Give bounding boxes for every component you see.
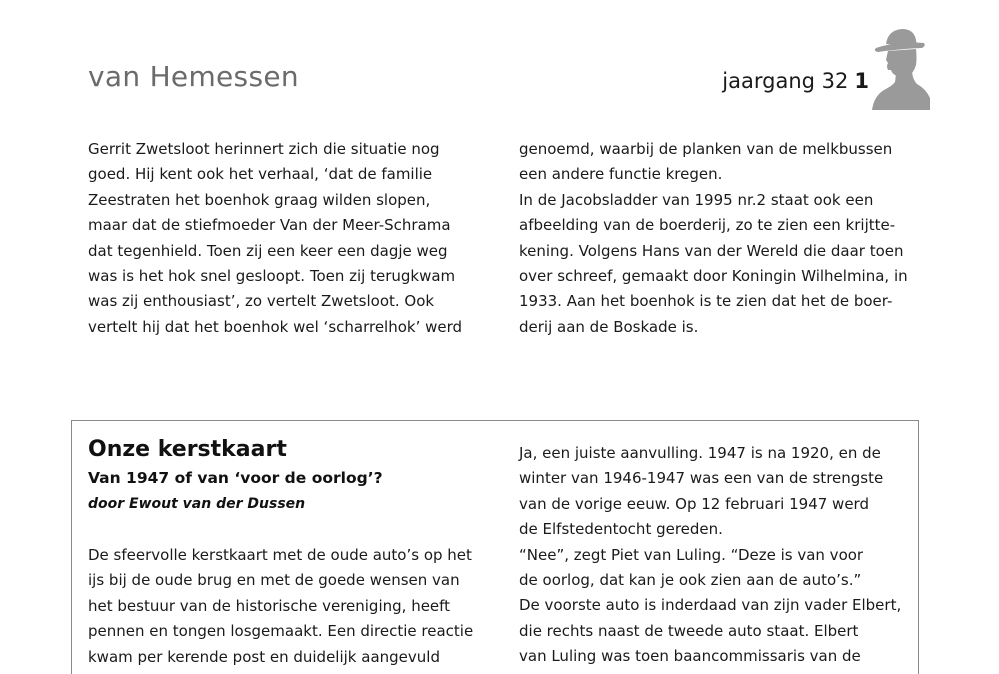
text-line: over schreef, gemaakt door Koningin Wilhelmina, in	[519, 267, 908, 286]
article-right-column	[519, 441, 901, 670]
article-left-column	[88, 543, 473, 670]
article-subtitle: Van 1947 of van ‘voor de oorlog’?	[88, 469, 383, 487]
text-line: vertelt hij dat het boenhok wel ‘scharrelhok’ werd	[88, 317, 463, 336]
text-line: Ja, een juiste aanvulling. 1947 is na 1920, en de	[519, 444, 881, 462]
text-line: goed. Hij kent ook het verhaal, ‘dat de familie	[88, 165, 433, 184]
text-line: kwam per kerende post en duidelijk aangevuld	[88, 647, 440, 666]
text-line: het bestuur van de historische vereniging, heeft	[88, 596, 451, 615]
text-line: Gerrit Zwetsloot herinnert zich die situatie nog	[88, 140, 440, 158]
page-number: 1	[854, 69, 869, 93]
text-line: de Elfstedentocht gereden.	[519, 520, 723, 539]
text-line: de oorlog, dat kan je ook zien aan de auto’s.”	[519, 571, 862, 590]
man-with-hat-silhouette-icon	[866, 24, 930, 110]
text-line: 1933. Aan het boenhok is te zien dat het de boer-	[519, 292, 893, 311]
text-line: dat tegenhield. Toen zij een keer een dagje weg	[88, 241, 448, 260]
text-line: die rechts naast de tweede auto staat. Elbert	[519, 621, 859, 640]
text-line: kening. Volgens Hans van der Wereld die daar toen	[519, 241, 904, 260]
text-line: “Nee”, zegt Piet van Luling. “Deze is van voor	[519, 545, 864, 564]
text-line: pennen en tongen losgemaakt. Een directie reactie	[88, 622, 474, 641]
text-line: Zeestraten het boenhok graag wilden slopen,	[88, 190, 431, 209]
text-line: De voorste auto is inderdaad van zijn vader Elbert,	[519, 596, 902, 615]
text-line: een andere functie kregen.	[519, 165, 723, 184]
text-line: ijs bij de oude brug en met de goede wensen van	[88, 571, 460, 590]
volume-text: jaargang 32	[722, 69, 849, 93]
text-line: van Luling was toen baancommissaris van de	[519, 647, 861, 666]
article-author: door Ewout van der Dussen	[88, 496, 306, 512]
text-line: maar dat de stiefmoeder Van der Meer-Schrama	[88, 216, 451, 235]
text-line: De sfeervolle kerstkaart met de oude auto’s op het	[88, 546, 472, 564]
page-title: van Hemessen	[88, 60, 299, 93]
text-line: was zij enthousiast’, zo vertelt Zwetsloot. Ook	[88, 292, 435, 311]
text-line: In de Jacobsladder van 1995 nr.2 staat ook een	[519, 190, 874, 209]
top-left-column	[88, 137, 462, 340]
top-right-column	[519, 137, 908, 340]
article-title: Onze kerstkaart	[88, 437, 287, 462]
text-line: van de vorige eeuw. Op 12 februari 1947 werd	[519, 494, 869, 513]
text-line: afbeelding van de boerderij, zo te zien een krijtte-	[519, 216, 896, 235]
volume-label	[722, 69, 869, 93]
text-line: derij aan de Boskade is.	[519, 317, 699, 336]
text-line: winter van 1946-1947 was een van de strengste	[519, 469, 884, 488]
text-line: genoemd, waarbij de planken van de melkbussen	[519, 140, 893, 158]
text-line: was is het hok snel gesloopt. Toen zij terugkwam	[88, 267, 456, 286]
